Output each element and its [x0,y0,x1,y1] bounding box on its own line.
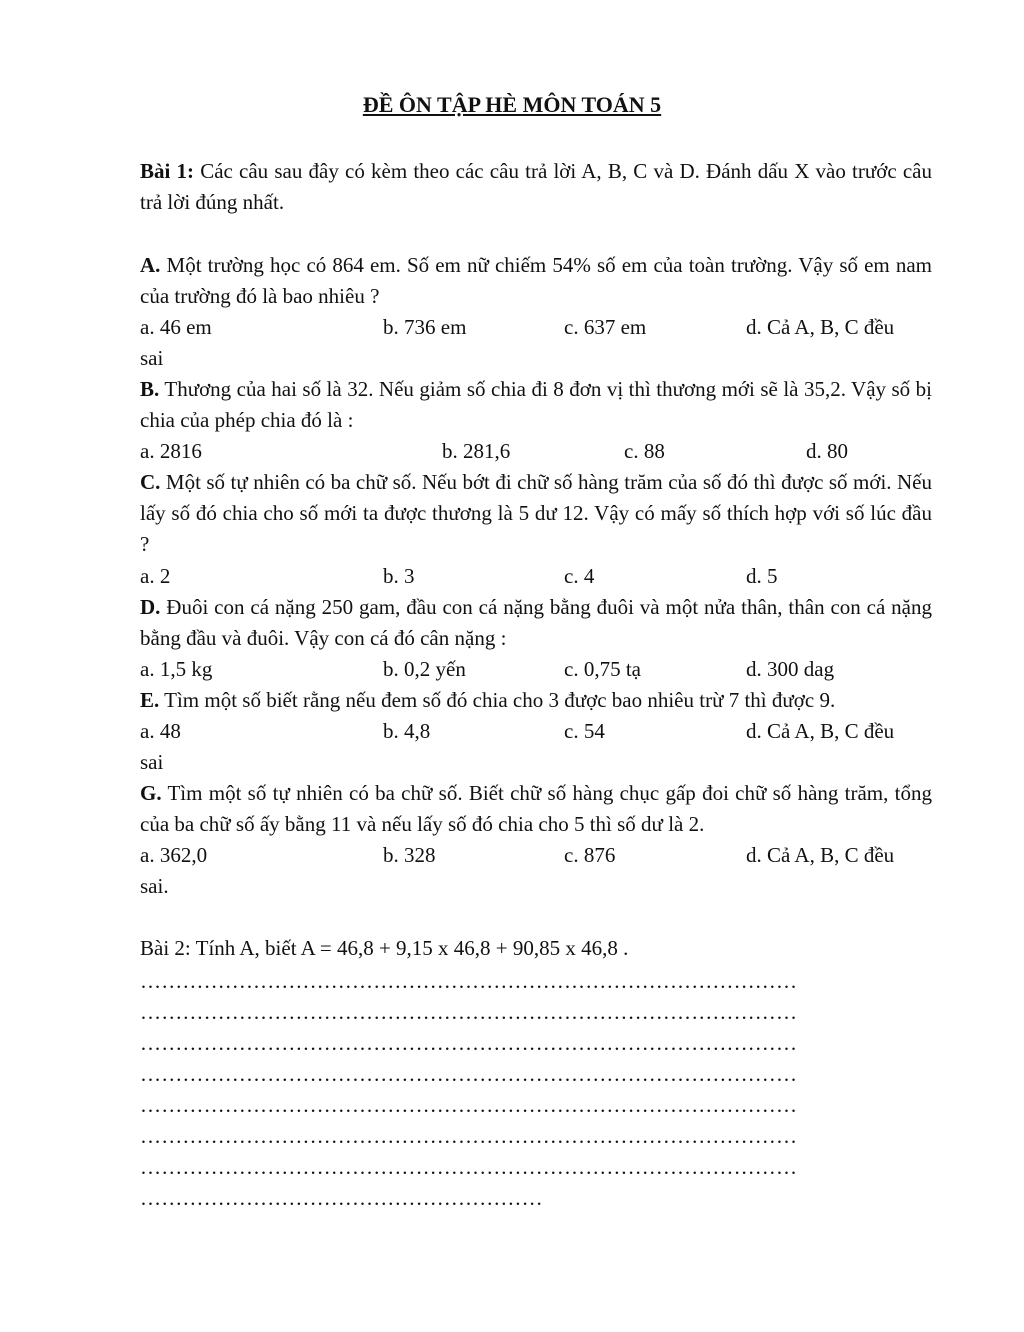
question-label: C. [140,470,161,494]
options-e [140,716,932,747]
answer-line[interactable]: ………………………………………………… [140,1186,543,1210]
option-wrap: sai [140,750,164,774]
option-c[interactable]: c. 4 [564,564,595,588]
option-d[interactable]: d. 300 dag [746,657,835,681]
option-b[interactable]: b. 3 [383,564,415,588]
question-label: D. [140,595,161,619]
option-a[interactable]: a. 46 em [140,315,212,339]
answer-line[interactable]: ………………………………………………………………………………… [140,1000,798,1024]
option-wrap: sai. [140,874,169,898]
question-text: Đuôi con cá nặng 250 gam, đầu con cá nặng bằng đuôi và một nửa thân, thân con cá nặng bằng đầu và đuôi. Vậy con cá đó cân nặng : [140,595,932,650]
answer-line[interactable]: ………………………………………………………………………………… [140,1062,798,1086]
option-b[interactable]: b. 0,2 yến [383,657,466,681]
question-a [140,250,932,312]
question-e [140,685,932,716]
question-label: E. [140,688,160,712]
question-text: Tìm một số tự nhiên có ba chữ số. Biết chữ số hàng chục gấp đoi chữ số hàng trăm, tổng của ba chữ số ấy bằng 11 và nếu lấy số đó chia cho 5 thì số dư là 2. [140,781,932,836]
option-d[interactable]: d. Cả A, B, C đều [746,719,895,743]
options-d [140,654,932,685]
question-c [140,467,932,560]
option-b[interactable]: b. 4,8 [383,719,431,743]
bai1-label: Bài 1: [140,159,195,183]
question-text: Một trường học có 864 em. Số em nữ chiếm 54% số em của toàn trường. Vậy số em nam của trường đó là bao nhiêu ? [140,253,932,308]
question-text: Một số tự nhiên có ba chữ số. Nếu bớt đi chữ số hàng trăm của số đó thì được số mới. Nếu lấy số đó chia cho số mới ta được thương là 5 dư 12. Vậy có mấy số thích hợp với số lúc đầu ? [140,470,932,556]
option-b[interactable]: b. 328 [383,843,436,867]
answer-line[interactable]: ………………………………………………………………………………… [140,969,798,993]
option-d[interactable]: d. Cả A, B, C đều [746,315,895,339]
option-a[interactable]: a. 2816 [140,439,202,463]
question-label: A. [140,253,161,277]
option-a[interactable]: a. 1,5 kg [140,657,213,681]
option-d[interactable]: d. 5 [746,564,778,588]
options-g [140,840,932,871]
option-c[interactable]: c. 637 em [564,315,647,339]
options-b [140,436,932,467]
option-b[interactable]: b. 281,6 [442,439,511,463]
bai1-text: Các câu sau đây có kèm theo các câu trả lời A, B, C và D. Đánh dấu X vào trước câu trả lời đúng nhất. [140,159,932,214]
option-a[interactable]: a. 48 [140,719,181,743]
option-wrap: sai [140,346,164,370]
option-c[interactable]: c. 0,75 tạ [564,657,641,681]
question-label: B. [140,377,160,401]
answer-line[interactable]: ………………………………………………………………………………… [140,1093,798,1117]
options-c [140,561,932,592]
answer-line[interactable]: ………………………………………………………………………………… [140,1031,798,1055]
question-g [140,778,932,840]
question-label: G. [140,781,162,805]
option-c[interactable]: c. 88 [624,439,665,463]
option-a[interactable]: a. 362,0 [140,843,208,867]
bai2-problem: Bài 2: Tính A, biết A = 46,8 + 9,15 x 46,8 + 90,85 x 46,8 . [140,936,629,960]
question-text: Thương của hai số là 32. Nếu giảm số chia đi 8 đơn vị thì thương mới sẽ là 35,2. Vậy số bị chia của phép chia đó là : [140,377,932,432]
option-c[interactable]: c. 54 [564,719,605,743]
question-d [140,592,932,654]
option-d[interactable]: d. Cả A, B, C đều [746,843,895,867]
bai1-instructions [140,156,932,218]
option-c[interactable]: c. 876 [564,843,616,867]
option-a[interactable]: a. 2 [140,564,171,588]
answer-line[interactable]: ………………………………………………………………………………… [140,1155,798,1179]
question-b [140,374,932,436]
question-text: Tìm một số biết rằng nếu đem số đó chia cho 3 được bao nhiêu trừ 7 thì được 9. [159,688,836,712]
option-d[interactable]: d. 80 [806,439,848,463]
options-a [140,312,932,343]
option-b[interactable]: b. 736 em [383,315,467,339]
answer-line[interactable]: ………………………………………………………………………………… [140,1124,798,1148]
page-title: ĐỀ ÔN TẬP HÈ MÔN TOÁN 5 [362,92,662,117]
